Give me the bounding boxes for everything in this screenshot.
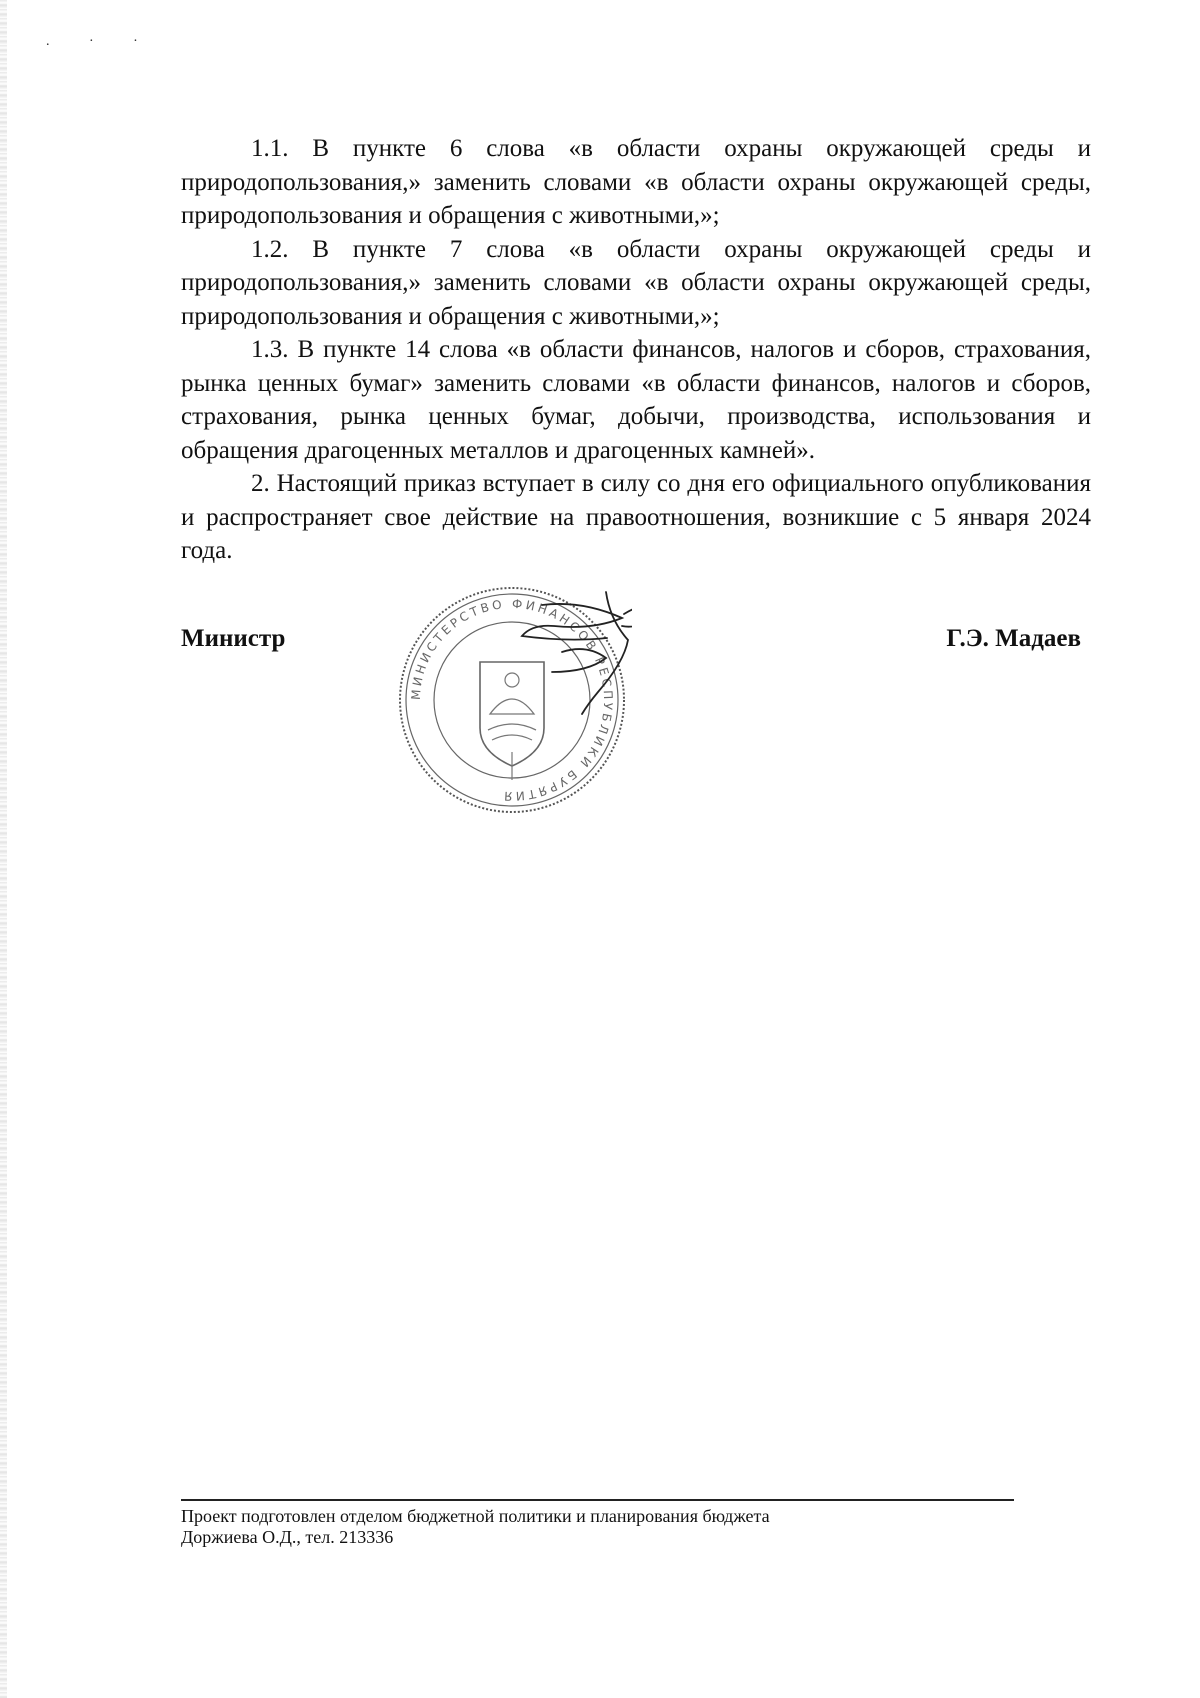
- footer-note: [181, 1506, 770, 1548]
- paragraph-1-3: 1.3. В пункте 14 слова «в области финансов, налогов и сборов, страхования, рынка ценных бумаг» заменить словами «в области финансов, налогов и сборов, страхования, рынка ценных бумаг, добычи, производства, использования и обращения драгоценных металлов и драгоценных камней».: [181, 336, 1091, 464]
- scan-dots-artifact: . · ·: [46, 34, 156, 49]
- coat-of-arms-icon: [480, 662, 544, 780]
- official-seal-stamp: [392, 580, 632, 820]
- paragraph-2: 2. Настоящий приказ вступает в силу со дня его официального опубликования и распространяет свое действие на правоотношения, возникшие с 5 января 2024 года.: [181, 470, 1091, 564]
- signature-block: [181, 580, 1081, 840]
- paragraph-1-1: 1.1. В пункте 6 слова «в области охраны окружающей среды и природопользования,» заменить словами «в области охраны окружающей среды, природопользования и обращения с животными,»;: [181, 135, 1091, 229]
- footer-divider: [181, 1499, 1014, 1501]
- scan-edge-artifact: [0, 0, 7, 1698]
- signatory-title: Министр: [181, 625, 286, 652]
- document-body: [181, 132, 1091, 568]
- footer-prepared-by: Проект подготовлен отделом бюджетной политики и планирования бюджета: [181, 1506, 770, 1526]
- seal-text: МИНИСТЕРСТВО ФИНАНСОВ РЕСПУБЛИКИ БУРЯТИЯ: [408, 596, 616, 804]
- signatory-name: Г.Э. Мадаев: [946, 625, 1081, 652]
- footer-contact: Доржиева О.Д., тел. 213336: [181, 1527, 394, 1547]
- paragraph-1-2: 1.2. В пункте 7 слова «в области охраны окружающей среды и природопользования,» заменить словами «в области охраны окружающей среды, природопользования и обращения с животными,»;: [181, 235, 1091, 330]
